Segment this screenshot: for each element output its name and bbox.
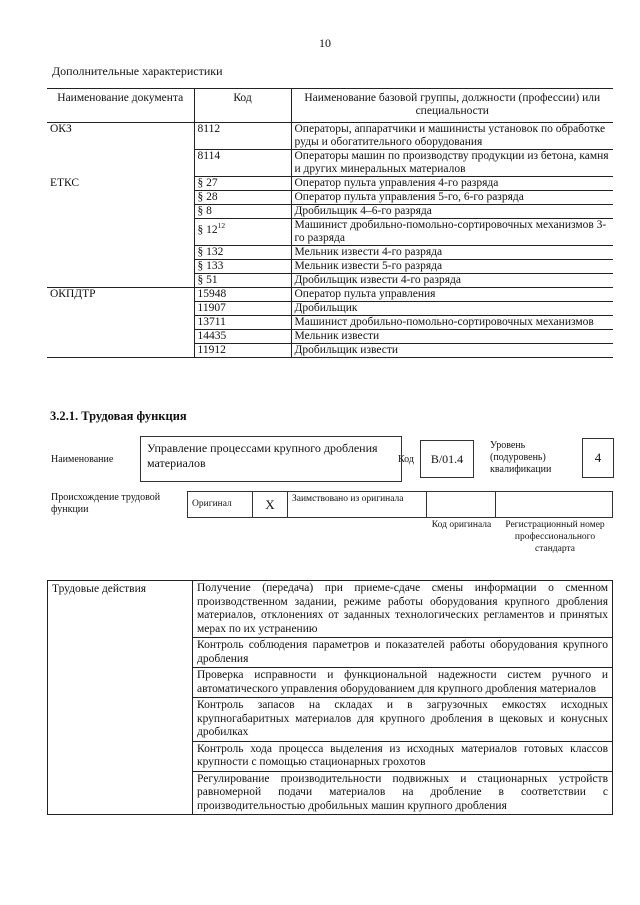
origin-row xyxy=(187,491,613,518)
name-label: Наименование xyxy=(51,454,114,465)
row-code: 8114 xyxy=(194,150,291,177)
borrowed-cell: Заимствовано из оригинала xyxy=(288,491,427,518)
labor-action-item: Контроль соблюдения параметров и показателей работы оборудования крупного дробления xyxy=(193,638,613,668)
function-code-box: В/01.4 xyxy=(420,440,474,478)
labor-action-item: Получение (передача) при приеме-сдаче смены информации о сменном производственном задании, режиме работы оборудования крупного дробления материалов, отклонениях от заданных технологических регламентов и принятых мерах по их устранению xyxy=(193,581,613,638)
header-code: Код xyxy=(194,89,291,123)
labor-actions-table xyxy=(47,580,613,815)
row-name: Дробильщик 4–6-го разряда xyxy=(291,205,613,219)
row-name: Операторы машин по производству продукции из бетона, камня и других минеральных материалов xyxy=(291,150,613,177)
row-code: 15948 xyxy=(194,288,291,302)
group-etks: ЕТКС xyxy=(47,177,194,288)
row-code: § 51 xyxy=(194,274,291,288)
code-label: Код xyxy=(398,454,414,465)
group-okz: ОКЗ xyxy=(47,123,194,177)
row-name: Оператор пульта управления 4-го разряда xyxy=(291,177,613,191)
function-name-box: Управление процессами крупного дробления материалов xyxy=(140,436,402,482)
labor-function-title: 3.2.1. Трудовая функция xyxy=(50,409,187,423)
row-code: 14435 xyxy=(194,330,291,344)
row-code: 11907 xyxy=(194,302,291,316)
row-name: Дробильщик извести 4-го разряда xyxy=(291,274,613,288)
row-code: § 28 xyxy=(194,191,291,205)
row-name: Дробильщик извести xyxy=(291,344,613,358)
classification-table xyxy=(47,88,613,358)
code-original-caption: Код оригинала xyxy=(431,520,492,530)
row-code: 11912 xyxy=(194,344,291,358)
code-original-cell xyxy=(427,491,496,518)
row-name: Машинист дробильно-помольно-сортировочных механизмов 3-го разряда xyxy=(291,219,613,246)
classification-header-row xyxy=(47,89,613,123)
additional-characteristics-title: Дополнительные характеристики xyxy=(52,64,223,78)
row-code: § 27 xyxy=(194,177,291,191)
table-row xyxy=(47,123,613,150)
row-name: Машинист дробильно-помольно-сортировочных механизмов xyxy=(291,316,613,330)
row-code: § 132 xyxy=(194,246,291,260)
row-code: § 8 xyxy=(194,205,291,219)
row-name: Оператор пульта управления xyxy=(291,288,613,302)
row-code-superscript: 12 xyxy=(217,221,226,230)
row-name: Операторы, аппаратчики и машинисты установок по обработке руды и обогатительного оборудования xyxy=(291,123,613,150)
row-name: Мельник извести 5-го разряда xyxy=(291,260,613,274)
reg-number-cell xyxy=(496,491,613,518)
row-code: 13711 xyxy=(194,316,291,330)
table-row xyxy=(47,177,613,191)
group-okpdtr: ОКПДТР xyxy=(47,288,194,358)
reg-number-caption: Регистрационный номер профессионального стандарта xyxy=(505,520,605,554)
labor-action-item: Контроль запасов на складах и в загрузочных емкостях исходных крупногабаритных материалов для крупного дробления в щековых и конусных дробилках xyxy=(193,698,613,742)
page-number: 10 xyxy=(319,36,331,50)
original-cell: Оригинал xyxy=(187,491,253,518)
labor-actions-label: Трудовые действия xyxy=(48,581,193,815)
row-code xyxy=(194,219,291,246)
row-name: Дробильщик xyxy=(291,302,613,316)
row-code: § 133 xyxy=(194,260,291,274)
origin-label: Происхождение трудовой функции xyxy=(51,492,161,515)
header-name: Наименование базовой группы, должности (профессии) или специальности xyxy=(291,89,613,123)
row-name: Оператор пульта управления 5-го, 6-го разряда xyxy=(291,191,613,205)
table-row xyxy=(48,581,613,638)
original-mark-cell: X xyxy=(253,491,288,518)
labor-action-item: Контроль хода процесса выделения из исходных материалов готовых классов крупности с помощью стационарных грохотов xyxy=(193,741,613,771)
qualification-level-label: Уровень (подуровень) квалификации xyxy=(490,440,552,475)
row-name: Мельник извести xyxy=(291,330,613,344)
header-document: Наименование документа xyxy=(47,89,194,123)
labor-action-item: Проверка исправности и функциональной надежности систем ручного и автоматического управления оборудованием для крупного дробления материалов xyxy=(193,668,613,698)
row-name: Мельник извести 4-го разряда xyxy=(291,246,613,260)
row-code-text: § 12 xyxy=(197,223,218,236)
row-code: 8112 xyxy=(194,123,291,150)
labor-action-item: Регулирование производительности подвижных и стационарных устройств равномерной подачи материалов на дробление в соответствии с производительностью дробильных машин крупного дробления xyxy=(193,771,613,815)
qualification-level-box: 4 xyxy=(582,438,614,478)
table-row xyxy=(47,288,613,302)
